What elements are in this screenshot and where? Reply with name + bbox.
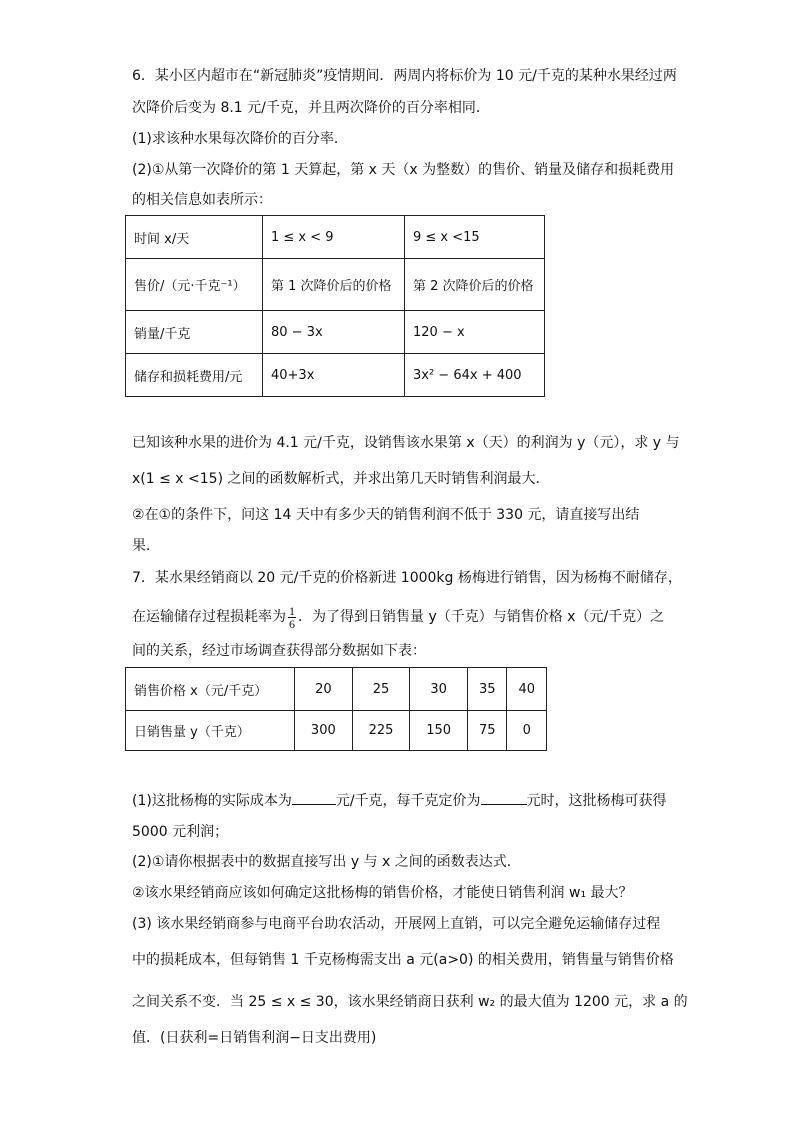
table-cell: 25 <box>352 668 410 711</box>
table-cell: 150 <box>410 711 468 751</box>
q7-part-1-text-a: (1)这批杨梅的实际成本为 <box>132 793 292 809</box>
answer-blank-price[interactable] <box>481 790 527 805</box>
table-cell: 120 − x <box>405 311 545 354</box>
q6-after-table-line-2: x(1 ≤ x <15) 之间的函数解析式，并求出第几天时销售利润最大． <box>132 471 550 487</box>
table-cell: 225 <box>352 711 410 751</box>
table-cell: 销量/千克 <box>126 311 263 354</box>
table-cell: 300 <box>295 711 353 751</box>
table-header-cell: 日销售量 y（千克） <box>126 711 295 751</box>
q7-part-3-line-1: (3) 该水果经销商参与电商平台助农活动，开展网上直销，可以完全避免运输储存过程 <box>132 916 661 932</box>
table-cell: 储存和损耗费用/元 <box>126 354 263 397</box>
q7-part-3-line-3: 之间关系不变．当 25 ≤ x ≤ 30，该水果经销商日获利 w₂ 的最大值为 1200 元，求 a 的 <box>132 994 688 1010</box>
table-cell: 9 ≤ x <15 <box>405 216 545 259</box>
q7-part-2-subpart-2: ②该水果经销商应该如何确定这批杨梅的销售价格，才能使日销售利润 w₁ 最大？ <box>132 885 633 901</box>
table-cell: 80 − 3x <box>263 311 405 354</box>
table-cell: 75 <box>468 711 507 751</box>
table-cell: 30 <box>410 668 468 711</box>
table-cell: 第 1 次降价后的价格 <box>263 259 405 311</box>
table-cell: 40 <box>507 668 547 711</box>
q6-after-table-line-1: 已知该种水果的进价为 4.1 元/千克，设销售该水果第 x（天）的利润为 y（元），求 y 与 <box>132 435 680 451</box>
q7-text-line-2 <box>132 603 664 631</box>
q7-text-line-3: 间的关系，经过市场调查获得部分数据如下表： <box>132 643 426 659</box>
q6-text-line-2: 次降价后变为 8.1 元/千克，并且两次降价的百分率相同． <box>132 100 490 116</box>
q6-subpart-2-line-1: ②在①的条件下，问这 14 天中有多少天的销售利润不低于 330 元，请直接写出结 <box>132 507 640 523</box>
table-cell: 第 2 次降价后的价格 <box>405 259 545 311</box>
answer-blank-cost[interactable] <box>292 790 336 805</box>
q6-part-2-line-1: (2)①从第一次降价的第 1 天算起，第 x 天（x 为整数）的售价、销量及储存和损耗费用 <box>132 162 675 178</box>
table-row <box>126 668 547 711</box>
q7-part-1-text-b: 元/千克，每千克定价为 <box>335 793 481 809</box>
table-cell: 0 <box>507 711 547 751</box>
table-row <box>126 216 545 259</box>
q6-text-line-1: 6．某小区内超市在“新冠肺炎”疫情期间．两周内将标价为 10 元/千克的某种水果经过两 <box>132 68 677 84</box>
table-header-cell: 销售价格 x（元/千克） <box>126 668 295 711</box>
table-cell: 35 <box>468 668 507 711</box>
table-cell: 20 <box>295 668 353 711</box>
q7-part-3-line-2: 中的损耗成本，但每销售 1 千克杨梅需支出 a 元(a>0) 的相关费用，销售量与销售价格 <box>132 952 674 968</box>
table-cell: 时间 x/天 <box>126 216 263 259</box>
fraction-numerator: 1 <box>289 603 295 618</box>
table-cell: 3x² − 64x + 400 <box>405 354 545 397</box>
q6-part-1: (1)求该种水果每次降价的百分率． <box>132 131 348 147</box>
table-row <box>126 354 545 397</box>
q7-part-1-line-2: 5000 元利润； <box>132 824 229 840</box>
q7-line-2-prefix: 在运输储存过程损耗率为 <box>132 609 286 625</box>
q7-part-3-line-4: 值．(日获利=日销售利润−日支出费用) <box>132 1030 377 1046</box>
table-row <box>126 711 547 751</box>
q7-line-2-suffix: ．为了得到日销售量 y（千克）与销售价格 x（元/千克）之 <box>298 609 665 625</box>
q6-info-table <box>125 215 545 397</box>
q7-part-1-text-c: 元时，这批杨梅可获得 <box>526 793 667 809</box>
q7-part-1-line-1 <box>132 790 667 811</box>
table-cell: 1 ≤ x < 9 <box>263 216 405 259</box>
loss-rate-fraction <box>288 605 296 630</box>
table-row <box>126 311 545 354</box>
q7-part-2-subpart-1: (2)①请你根据表中的数据直接写出 y 与 x 之间的函数表达式． <box>132 854 521 870</box>
fraction-denominator: 6 <box>289 616 295 631</box>
q7-text-line-1: 7．某水果经销商以 20 元/千克的价格新进 1000kg 杨梅进行销售，因为杨梅不耐储存， <box>132 570 682 586</box>
table-cell: 40+3x <box>263 354 405 397</box>
q6-part-2-line-2: 的相关信息如表所示： <box>132 192 272 208</box>
q6-subpart-2-line-2: 果． <box>132 538 160 554</box>
table-row <box>126 259 545 311</box>
q7-price-volume-table <box>125 667 547 751</box>
table-cell: 售价/（元·千克⁻¹） <box>126 259 263 311</box>
